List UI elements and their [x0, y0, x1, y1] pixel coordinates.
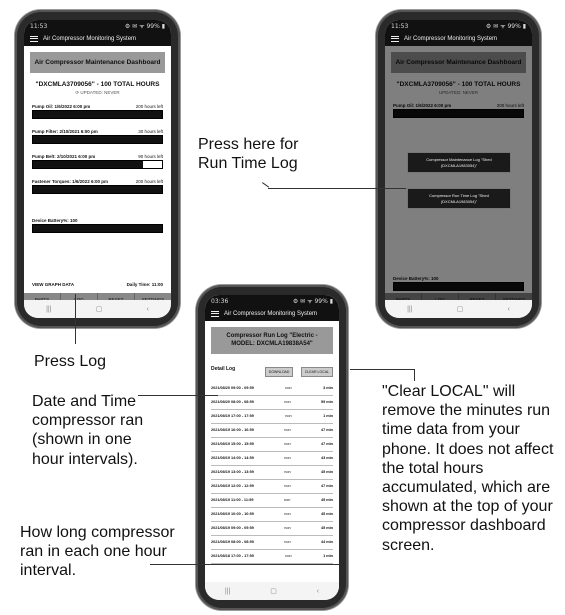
status-time: 11:53: [391, 22, 409, 30]
log-row: [211, 452, 333, 466]
log-mid: non: [284, 512, 291, 517]
run-log-title: Compressor Run Log "Electric - MODEL: DXCMLA19838A54": [211, 327, 333, 354]
log-mid: non: [284, 400, 291, 405]
log-minutes: 45 min: [320, 526, 333, 531]
download-button[interactable]: DOWNLOAD: [265, 367, 294, 377]
annotation-clear-local: "Clear LOCAL" will remove the minutes run time data from your phone. It does not affect the total hours accumulated, which are shown at the top of your compressor dashboard screen.: [382, 383, 554, 554]
log-list: [205, 382, 339, 564]
log-mid: non: [285, 554, 292, 559]
maintenance-log-option[interactable]: Compressor Maintenance Log "Shed (DXCMLA1983054)": [407, 152, 511, 173]
dashboard-footer: [32, 282, 163, 287]
log-date: 2021/08/19 10:00 - 10:59: [211, 512, 254, 517]
meter-label: Device Battery%: 100: [32, 218, 78, 224]
meter-pump-oil[interactable]: [32, 104, 163, 119]
meter-label: Pump Oil: 1/6/2022 6:00 pm: [32, 104, 91, 110]
android-nav-bar: [385, 300, 532, 318]
log-row: [211, 438, 333, 452]
log-row: [211, 522, 333, 536]
log-minutes: 45 min: [320, 512, 333, 517]
pointer-run-time-h: [268, 188, 406, 189]
home-icon[interactable]: ▢: [95, 306, 103, 313]
log-date: 2021/08/19 09:00 - 09:59: [211, 526, 254, 531]
daily-time: Daily Time: 11:00: [126, 282, 163, 287]
log-date: 2021/08/19 12:00 - 12:59: [211, 484, 254, 489]
status-time: 03:36: [211, 297, 229, 305]
annotation-press-log: Press Log: [34, 353, 107, 370]
log-minutes: 47 min: [320, 484, 333, 489]
detail-log-label: Detail Log: [211, 365, 236, 372]
android-nav-bar: [205, 582, 339, 600]
phone-log-menu: [376, 10, 541, 328]
dashboard-screen: [24, 20, 171, 318]
app-bar: [385, 32, 532, 46]
log-date: 2021/08/19 13:00 - 13:59: [211, 470, 254, 475]
log-date: 2021/08/18 17:00 - 17:59: [211, 554, 254, 559]
log-date: 2021/08/19 17:00 - 17:59: [211, 414, 254, 419]
log-date: 2021/08/19 11:00 - 11:59: [211, 498, 254, 503]
annotation-how-long: How long compressor ran in each one hour interval.: [20, 524, 175, 580]
log-row: [211, 550, 333, 564]
pointer-clear-local-v: [414, 369, 415, 381]
recents-icon[interactable]: |||: [46, 305, 52, 313]
status-bar: [24, 20, 171, 32]
log-mid: non: [284, 442, 291, 447]
log-mid: non: [284, 484, 291, 489]
view-graph-link[interactable]: VIEW GRAPH DATA: [32, 282, 75, 287]
dashboard-title: Air Compressor Maintenance Dashboard: [30, 52, 165, 73]
log-date: 2021/08/19 15:00 - 15:59: [211, 442, 254, 447]
log-row: [211, 410, 333, 424]
log-date: 2021/08/19 16:00 - 16:59: [211, 428, 254, 433]
recents-icon[interactable]: |||: [224, 587, 231, 595]
meter-remaining: 200 hours left: [135, 104, 163, 110]
refresh-icon[interactable]: ⟳: [75, 90, 81, 96]
status-icons: ⚙ ✉ ᯤ 99% ▮: [292, 298, 333, 305]
log-date: 2021/08/19 08:00 - 08:59: [211, 540, 254, 545]
log-date: 2021/08/19 14:00 - 14:59: [211, 456, 254, 461]
log-minutes: 45 min: [320, 498, 333, 503]
log-minutes: 45 min: [320, 470, 333, 475]
meter-remaining: 200 hours left: [135, 179, 163, 185]
log-mid: non: [284, 428, 291, 433]
log-minutes: 3 min: [323, 386, 333, 391]
updated-status: [24, 90, 171, 96]
phone-dashboard: [15, 10, 180, 328]
log-date: 2021/08/20 08:00 - 08:59: [211, 400, 254, 405]
log-row: [211, 396, 333, 410]
log-row: [211, 466, 333, 480]
annotation-date-time: Date and Time compressor ran (shown in one hour intervals).: [32, 393, 144, 468]
log-mid: non: [284, 540, 291, 545]
meter-bar: [32, 135, 163, 144]
app-title: Air Compressor Monitoring System: [224, 311, 318, 317]
app-bar: [205, 307, 339, 321]
meter-fastener-torques[interactable]: [32, 179, 163, 194]
meter-fill: [33, 161, 143, 168]
detail-log-header: [211, 360, 333, 378]
log-minutes: 47 min: [320, 428, 333, 433]
meter-label: Pump Belt: 2/10/2021 6:00 pm: [32, 154, 96, 160]
meter-bar: [32, 185, 163, 194]
log-minutes: 59 min: [320, 400, 333, 405]
log-minutes: 43 min: [320, 456, 333, 461]
log-mid: non: [285, 414, 292, 419]
home-icon[interactable]: ▢: [270, 588, 277, 595]
status-bar: [385, 20, 532, 32]
model-line: "DXCMLA3709056" - 100 TOTAL HOURS: [35, 81, 160, 89]
log-mid: non: [284, 498, 291, 503]
app-bar: [24, 32, 171, 46]
pointer-how-long: [150, 564, 340, 565]
meter-pump-filter[interactable]: [32, 129, 163, 144]
pointer-date-time: [138, 395, 218, 396]
log-row: [211, 508, 333, 522]
run-log-screen: [205, 295, 339, 600]
meter-fill: [33, 136, 162, 143]
back-icon[interactable]: ‹: [146, 305, 149, 313]
meter-label: Pump Filter: 2/10/2021 6:00 pm: [32, 129, 98, 135]
meter-fill: [33, 225, 162, 232]
meter-remaining: 90 hours left: [138, 154, 163, 160]
log-row: [211, 536, 333, 550]
android-nav-bar: [24, 300, 171, 318]
app-title: Air Compressor Monitoring System: [43, 36, 137, 42]
status-bar: [205, 295, 339, 307]
updated-text: UPDATED: NEVER: [80, 90, 120, 96]
menu-icon[interactable]: [30, 36, 38, 42]
clear-local-button[interactable]: CLEAR LOCAL: [301, 367, 333, 377]
annotation-press-run-time: Press here for Run Time Log: [198, 136, 299, 173]
phone-run-log: [196, 285, 348, 610]
meter-remaining: 30 hours left: [138, 129, 163, 135]
log-date: 2021/08/20 09:00 - 09:59: [211, 386, 254, 391]
log-minutes: 44 min: [320, 540, 333, 545]
status-icons: ⚙ ✉ ᯤ 99% ▮: [485, 23, 526, 30]
status-icons: ⚙ ✉ ᯤ 99% ▮: [124, 23, 165, 30]
meter-bar: [32, 110, 163, 119]
home-icon[interactable]: ▢: [456, 306, 464, 313]
meter-pump-belt[interactable]: [32, 154, 163, 169]
menu-icon[interactable]: [211, 311, 219, 317]
pointer-clear-local-h: [350, 369, 414, 370]
back-icon[interactable]: ‹: [316, 587, 320, 595]
log-mid: non: [284, 470, 291, 475]
log-menu-screen: [385, 20, 532, 318]
log-mid: non: [284, 456, 291, 461]
run-time-log-option[interactable]: Compressor Run Time Log "Shed (DXCMLA1983054)": [407, 188, 511, 209]
log-mid: non: [284, 526, 291, 531]
log-row: [211, 494, 333, 508]
menu-icon[interactable]: [391, 36, 399, 42]
pointer-log-v: [75, 294, 76, 344]
log-minutes: 1 min: [323, 554, 333, 559]
back-icon[interactable]: ‹: [507, 305, 510, 313]
log-row: [211, 382, 333, 396]
meter-label: Fastener Torques: 1/6/2022 6:00 pm: [32, 179, 108, 185]
recents-icon[interactable]: |||: [407, 305, 413, 313]
meter-fill: [33, 186, 162, 193]
log-row: [211, 424, 333, 438]
meter-bar: [32, 160, 163, 169]
status-time: 11:53: [30, 22, 48, 30]
log-row: [211, 480, 333, 494]
pointer-run-time: [262, 182, 269, 187]
log-mid: non: [285, 386, 292, 391]
meter-bar: [32, 224, 163, 233]
meter-device-battery[interactable]: [32, 218, 163, 233]
log-minutes: 1 min: [323, 414, 333, 419]
meter-fill: [33, 111, 162, 118]
app-title: Air Compressor Monitoring System: [404, 36, 498, 42]
log-minutes: 47 min: [320, 442, 333, 447]
